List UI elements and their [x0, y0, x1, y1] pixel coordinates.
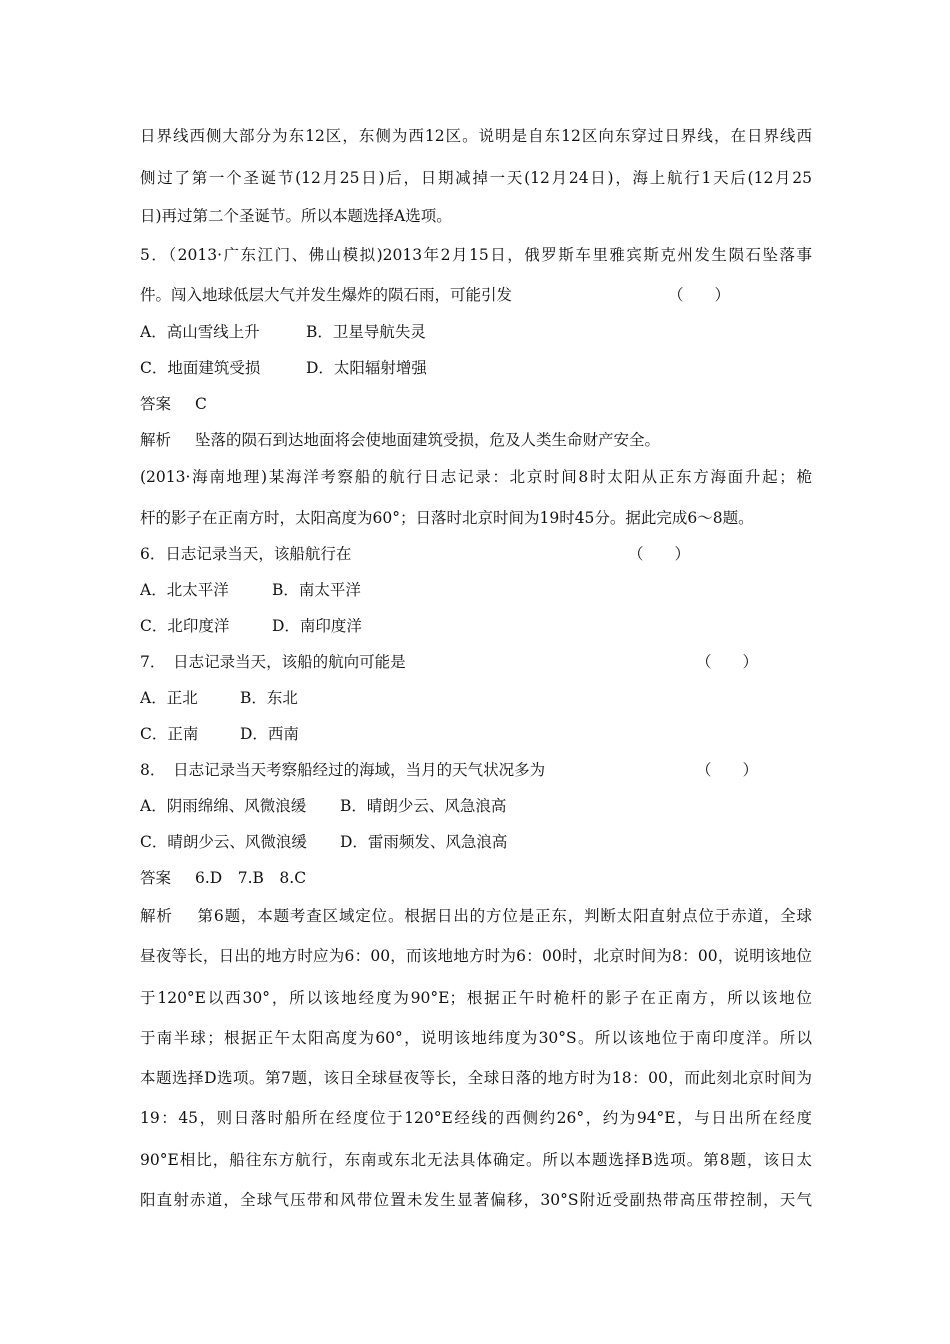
question-5-analysis: [140, 430, 812, 450]
question-6-stem: 6．日志记录当天，该船航行在: [140, 545, 352, 563]
analysis-text: 第6题，本题考查区域定位。根据日出的方位是正东，判断太阳直射点位于赤道，全球: [196, 907, 812, 925]
analysis-line: 昼夜等长，日出的地方时应为6：00，而该地地方时为6：00时，北京时间为8：00，说明该地位: [140, 947, 812, 965]
option-d: D．南印度洋: [272, 617, 362, 635]
option-b: B．南太平洋: [272, 581, 361, 599]
answer-value: 6.D 7.B 8.C: [195, 869, 307, 887]
question-8-options-row: [140, 796, 812, 816]
option-c: C．正南: [140, 725, 199, 743]
option-c: C．北印度洋: [140, 617, 230, 635]
answer-blank: （ ）: [668, 286, 731, 304]
analysis-line: 于南半球；根据正午太阳高度为60°，说明该地纬度为30°S。所以该地位于南印度洋。所以: [140, 1029, 812, 1047]
analysis-line: 于120°E以西30°，所以该地经度为90°E；根据正午时桅杆的影子在正南方，所以该地位: [140, 989, 812, 1007]
option-d: D．西南: [240, 725, 299, 743]
answer-label: 答案: [140, 869, 172, 887]
group-intro: (2013·海南地理)某海洋考察船的航行日志记录：北京时间8时太阳从正东方海面升起；桅: [140, 468, 812, 486]
question-7-options-row: [140, 688, 812, 708]
analysis-label: 解析: [140, 431, 172, 449]
analysis-line: [140, 906, 812, 926]
option-d: D．雷雨频发、风急浪高: [340, 833, 508, 851]
option-b: B．晴朗少云、风急浪高: [340, 797, 507, 815]
option-a: A．北太平洋: [140, 581, 229, 599]
analysis-line: 本题选择D选项。第7题，该日全球昼夜等长，全球日落的地方时为18：00，而此刻北京时间为: [140, 1069, 812, 1087]
question-8-stem: 8． 日志记录当天考察船经过的海域，当月的天气状况多为: [140, 761, 546, 779]
answer-blank: （ ）: [696, 761, 759, 779]
question-5-answer: [140, 394, 812, 414]
answers-6-8: [140, 868, 812, 888]
question-6-options-row: [140, 580, 812, 600]
paragraph-line: 侧过了第一个圣诞节(12月25日)后，日期减掉一天(12月24日)，海上航行1天后(12月25: [140, 169, 812, 187]
option-a: A．正北: [140, 689, 198, 707]
group-intro-cont: 杆的影子在正南方时，太阳高度为60°；日落时北京时间为19时45分。据此完成6～8题。: [140, 509, 754, 527]
analysis-line: 阳直射赤道，全球气压带和风带位置未发生显著偏移，30°S附近受副热带高压带控制，天气: [140, 1191, 812, 1209]
answer-value: C: [195, 395, 207, 413]
question-5-stem-cont: 件。闯入地球低层大气并发生爆炸的陨石雨，可能引发: [140, 286, 513, 304]
option-d: D．太阳辐射增强: [306, 359, 427, 377]
paragraph-line: 日)再过第二个圣诞节。所以本题选择A选项。: [140, 207, 452, 225]
answer-label: 答案: [140, 395, 172, 413]
option-a: A．阴雨绵绵、风微浪缓: [140, 797, 307, 815]
option-a: A．高山雪线上升: [140, 323, 260, 341]
question-7-options-row: [140, 724, 812, 744]
option-c: C．晴朗少云、风微浪缓: [140, 833, 307, 851]
answer-blank: （ ）: [628, 545, 691, 563]
question-5-options-row: [140, 358, 812, 378]
option-b: B．东北: [240, 689, 298, 707]
analysis-line: 19：45，则日落时船所在经度位于120°E经线的西侧约26°，约为94°E，与日出所在经度: [140, 1109, 812, 1127]
analysis-label: 解析: [140, 907, 173, 925]
question-7-stem: 7． 日志记录当天，该船的航向可能是: [140, 653, 406, 671]
analysis-line: 90°E相比，船往东方航行，东南或东北无法具体确定。所以本题选择B选项。第8题，该日太: [140, 1151, 812, 1169]
question-6-options-row: [140, 616, 812, 636]
analysis-text: 坠落的陨石到达地面将会使地面建筑受损，危及人类生命财产安全。: [195, 431, 661, 449]
question-5-options-row: [140, 322, 812, 342]
paragraph-line: 日界线西侧大部分为东12区，东侧为西12区。说明是自东12区向东穿过日界线，在日界线西: [140, 127, 812, 145]
option-b: B．卫星导航失灵: [306, 323, 426, 341]
question-8-options-row: [140, 832, 812, 852]
question-5-stem: 5．（2013·广东江门、佛山模拟)2013年2月15日，俄罗斯车里雅宾斯克州发生陨石坠落事: [140, 246, 812, 264]
option-c: C．地面建筑受损: [140, 359, 261, 377]
answer-blank: （ ）: [696, 653, 759, 671]
